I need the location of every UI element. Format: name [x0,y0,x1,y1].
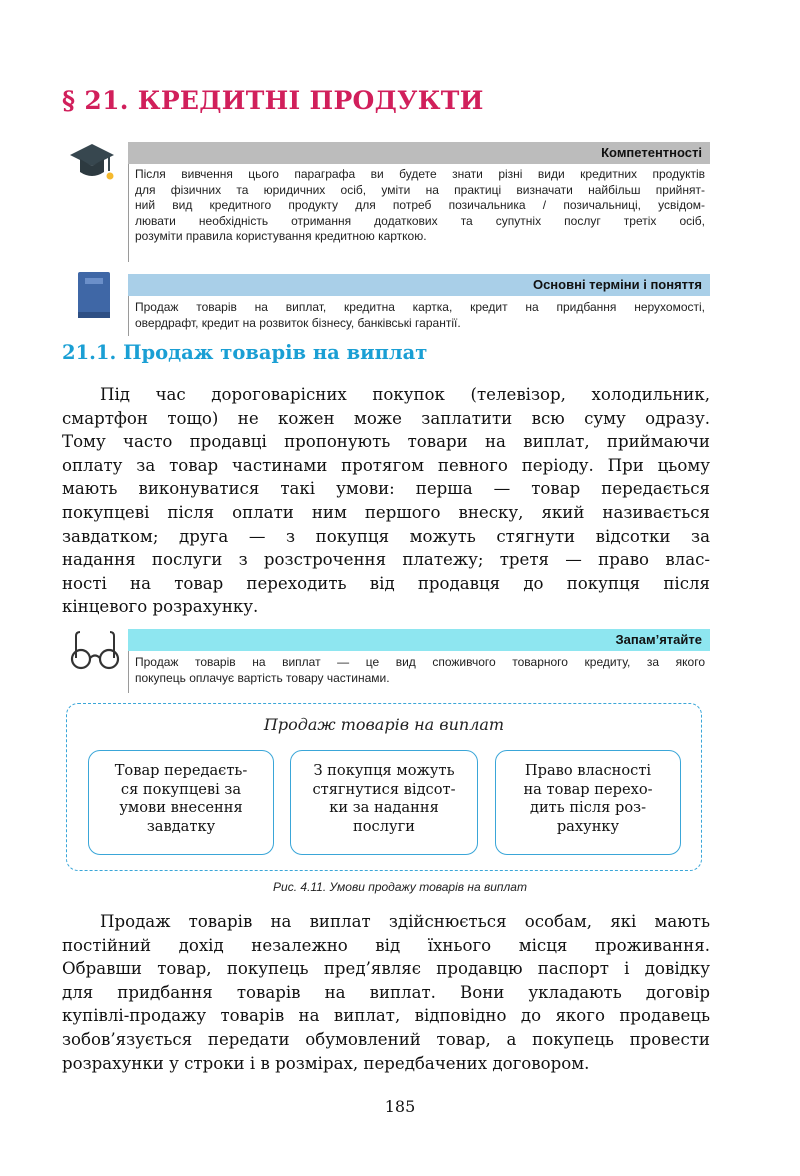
paragraph-line: Під час дороговарісних покупок (телевізор, холодильник, [100,385,710,404]
chapter-title: § 21. КРЕДИТНІ ПРОДУКТИ [62,86,484,115]
competencies-text [135,167,705,245]
paragraph-line: кінцевого розрахунку. [62,597,259,617]
diagram-box-ownership [495,750,681,855]
paragraph-line: покупцеві після оплати ним першого внеску, який називається [62,502,710,522]
diagram-box-line: послуги [353,817,415,835]
section-title: 21.1. Продаж товарів на виплат [62,341,428,364]
glasses-icon [66,630,124,670]
diagram-box-line: стягнутися відсот- [312,780,456,798]
diagram-box-line: завдатку [146,817,216,835]
diagram-title: Продаж товарів на виплат [263,715,505,734]
paragraph-line: купівлі-продажу товарів на виплат, відповідно до якого продавець [62,1006,710,1026]
competencies-heading: Компетентності [128,142,710,164]
diagram-box-line: Товар передаєть- [114,762,248,779]
paragraph-line: мають виконуватися такі умови: перша — товар передається [62,479,710,499]
remember-text [135,655,705,686]
diagram-box-line: З покупця можуть [313,762,455,779]
competencies-line: ний вид кредитного продукту для потреб позичальника / позичальниці, усвідом- [135,198,705,213]
book-icon [76,270,112,322]
terms-divider [128,296,129,336]
diagram-box-interest [290,750,478,855]
diagram-box-line: Право власності [524,762,652,779]
diagram-box-line: умови внесення [119,799,243,817]
page-number: 185 [384,1097,416,1116]
paragraph-line: розрахунки у строки і в розмірах, передбачених договором. [62,1053,590,1073]
competencies-line: Після вивчення цього параграфа ви будете знати різні види кредитних продуктів [135,167,705,181]
terms-heading: Основні терміни і поняття [128,274,710,296]
paragraph-line: Тому часто продавці пропонують товари на виплат, приймаючи [62,432,710,452]
paragraph-line: постійний дохід незалежно від їхнього місця проживання. [62,935,710,955]
terms-line: Продаж товарів на виплат, кредитна картка, кредит на придбання нерухомості, [135,300,705,314]
paragraph-line: зобов’язується передати обумовлений товар, а покупець провести [62,1029,710,1049]
remember-line: Продаж товарів на виплат — це вид споживчого товарного кредиту, за якого [135,655,705,669]
competencies-line: лювати необхідність отримання додаткових та супутніх послуг третіх осіб, [135,213,705,228]
remember-line: покупець оплачує вартість товару частинами. [135,670,390,685]
diagram-box-deposit [88,750,274,855]
diagram-box-line: на товар перехо- [523,780,653,798]
paragraph-line: завдатком; друга — з покупця можуть стягнути відсотки за [62,526,710,546]
paragraph-line: Продаж товарів на виплат здійснюється особам, які мають [100,912,710,931]
paragraph-1 [62,383,710,619]
terms-line: овердрафт, кредит на розвиток бізнесу, банківські гарантії. [135,315,461,330]
paragraph-line: Обравши товар, покупець пред’являє продавцю паспорт і довідку [62,959,710,979]
competencies-divider [128,164,129,262]
graduation-cap-icon [66,138,122,188]
competencies-line: для фізичних та юридичних осіб, уміти на практиці визначати найбільш прийнят- [135,182,705,197]
paragraph-line: для придбання товарів на виплат. Вони укладають договір [62,982,710,1002]
terms-text [135,300,705,331]
paragraph-line: оплату за товар частинами протягом певного періоду. При цьому [62,455,710,475]
figure-caption: Рис. 4.11. Умови продажу товарів на виплат [273,880,527,894]
diagram-box-line: ся покупцеві за [120,780,242,798]
competencies-line: розуміти правила користування кредитною карткою. [135,229,427,244]
paragraph-line: смартфон тощо) не кожен може заплатити всю суму одразу. [62,408,710,428]
paragraph-line: ності на товар переходить від продавця до покупця після [62,573,710,593]
paragraph-line: надання послуги з розстрочення платежу; третя — право влас- [62,550,710,570]
paragraph-2 [62,910,710,1075]
remember-divider [128,651,129,693]
diagram-box-line: дить після роз- [529,799,647,817]
diagram-box-line: рахунку [556,817,620,835]
diagram-box-line: ки за надання [329,799,439,817]
remember-heading: Запам’ятайте [128,629,710,651]
